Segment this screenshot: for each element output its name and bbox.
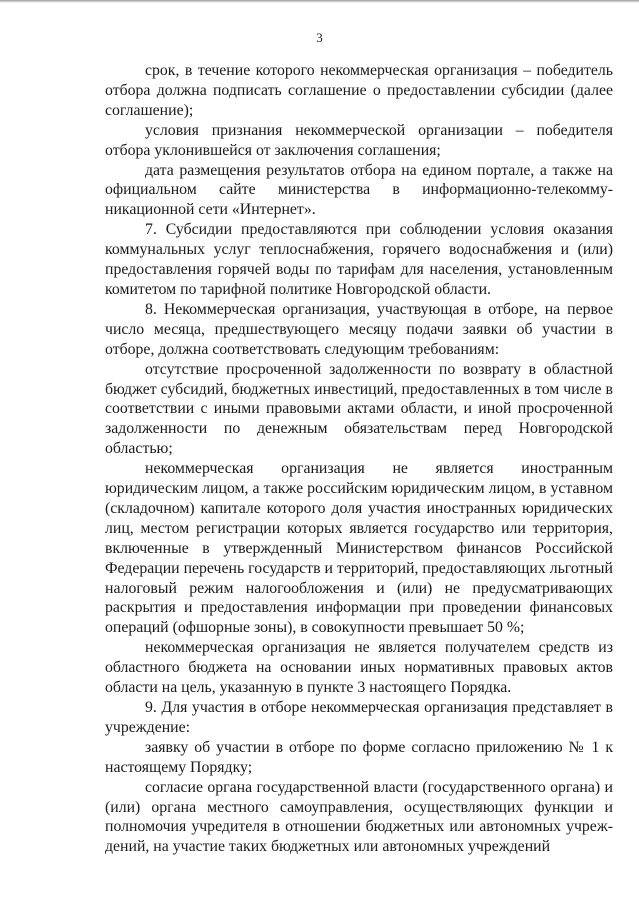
- paragraph-application-form: заявку об участии в отборе по форме согласно приложению № 1 к настоящему Порядку;: [105, 738, 613, 776]
- paragraph-item-9: 9. Для участия в отборе некоммерческая организация представляет в учреждение:: [105, 699, 613, 736]
- paragraph-founder-consent: согласие органа государственной власти (государственного органа) и (или) органа местного самоуправления, осуществляющих функции и полномочия учредителя в отношении бюджетных или автономных учреж-дений, на участие таких бюджетных или автономных учреждений: [105, 778, 613, 856]
- page-number: 3: [316, 30, 323, 45]
- paragraph-evasion-conditions: условия признания некоммерческой организации – победителя отбора уклонившейся от заключения соглашения;: [105, 121, 613, 159]
- paragraph-results-date: дата размещения результатов отбора на едином портале, а также на официальном сайте министерства в информационно-телекомму-никационной сети «Интернет».: [105, 161, 613, 219]
- paragraph-item-8: 8. Некоммерческая организация, участвующая в отборе, на первое число месяца, предшествующего месяцу подачи заявки об участии в отборе, должна соответствовать следующим требованиям:: [105, 300, 613, 358]
- paragraph-agreement-term: срок, в течение которого некоммерческая организация – победитель отбора должна подписать соглашение о предоставлении субсидии (далее соглашение);: [105, 62, 613, 119]
- paragraph-item-7: 7. Субсидии предоставляются при соблюдении условия оказания коммунальных услуг теплоснабжения, горячего водоснабжения и (или) предоставления горячей воды по тарифам для населения, установленным комитетом по тарифной политике Новгородской области.: [105, 221, 613, 298]
- paragraph-not-foreign-entity: некоммерческая организация не является иностранным юридическим лицом, а также российским юридическим лицом, в уставном (складочном) капитале которого доля участия иностранных юридических лиц, местом регистрации которых является государство или территория, включенные в утвержденный Министерством финансов Российской Федерации перечень государств и территорий, предоставляющих льготный налоговый режим налогообложения и (или) не предусматривающих раскрытия и предоставления информации при проведении финансовых операций (офшорные зоны), в совокупности превышает 50 %;: [105, 460, 613, 637]
- paragraph-no-overdue-debt: отсутствие просроченной задолженности по возврату в областной бюджет субсидий, бюджетных инвестиций, предоставленных в том числе в соответствии с иными правовыми актами области, и иной просроченной задолженности по денежным обязательствам перед Новгородской областью;: [105, 360, 613, 458]
- paragraph-not-other-recipient: некоммерческая организация не является получателем средств из областного бюджета на основании иных нормативных правовых актов области на цель, указанную в пункте 3 настоящего Порядка.: [105, 639, 613, 697]
- scan-top-edge: [0, 0, 639, 3]
- document-body: [105, 61, 613, 857]
